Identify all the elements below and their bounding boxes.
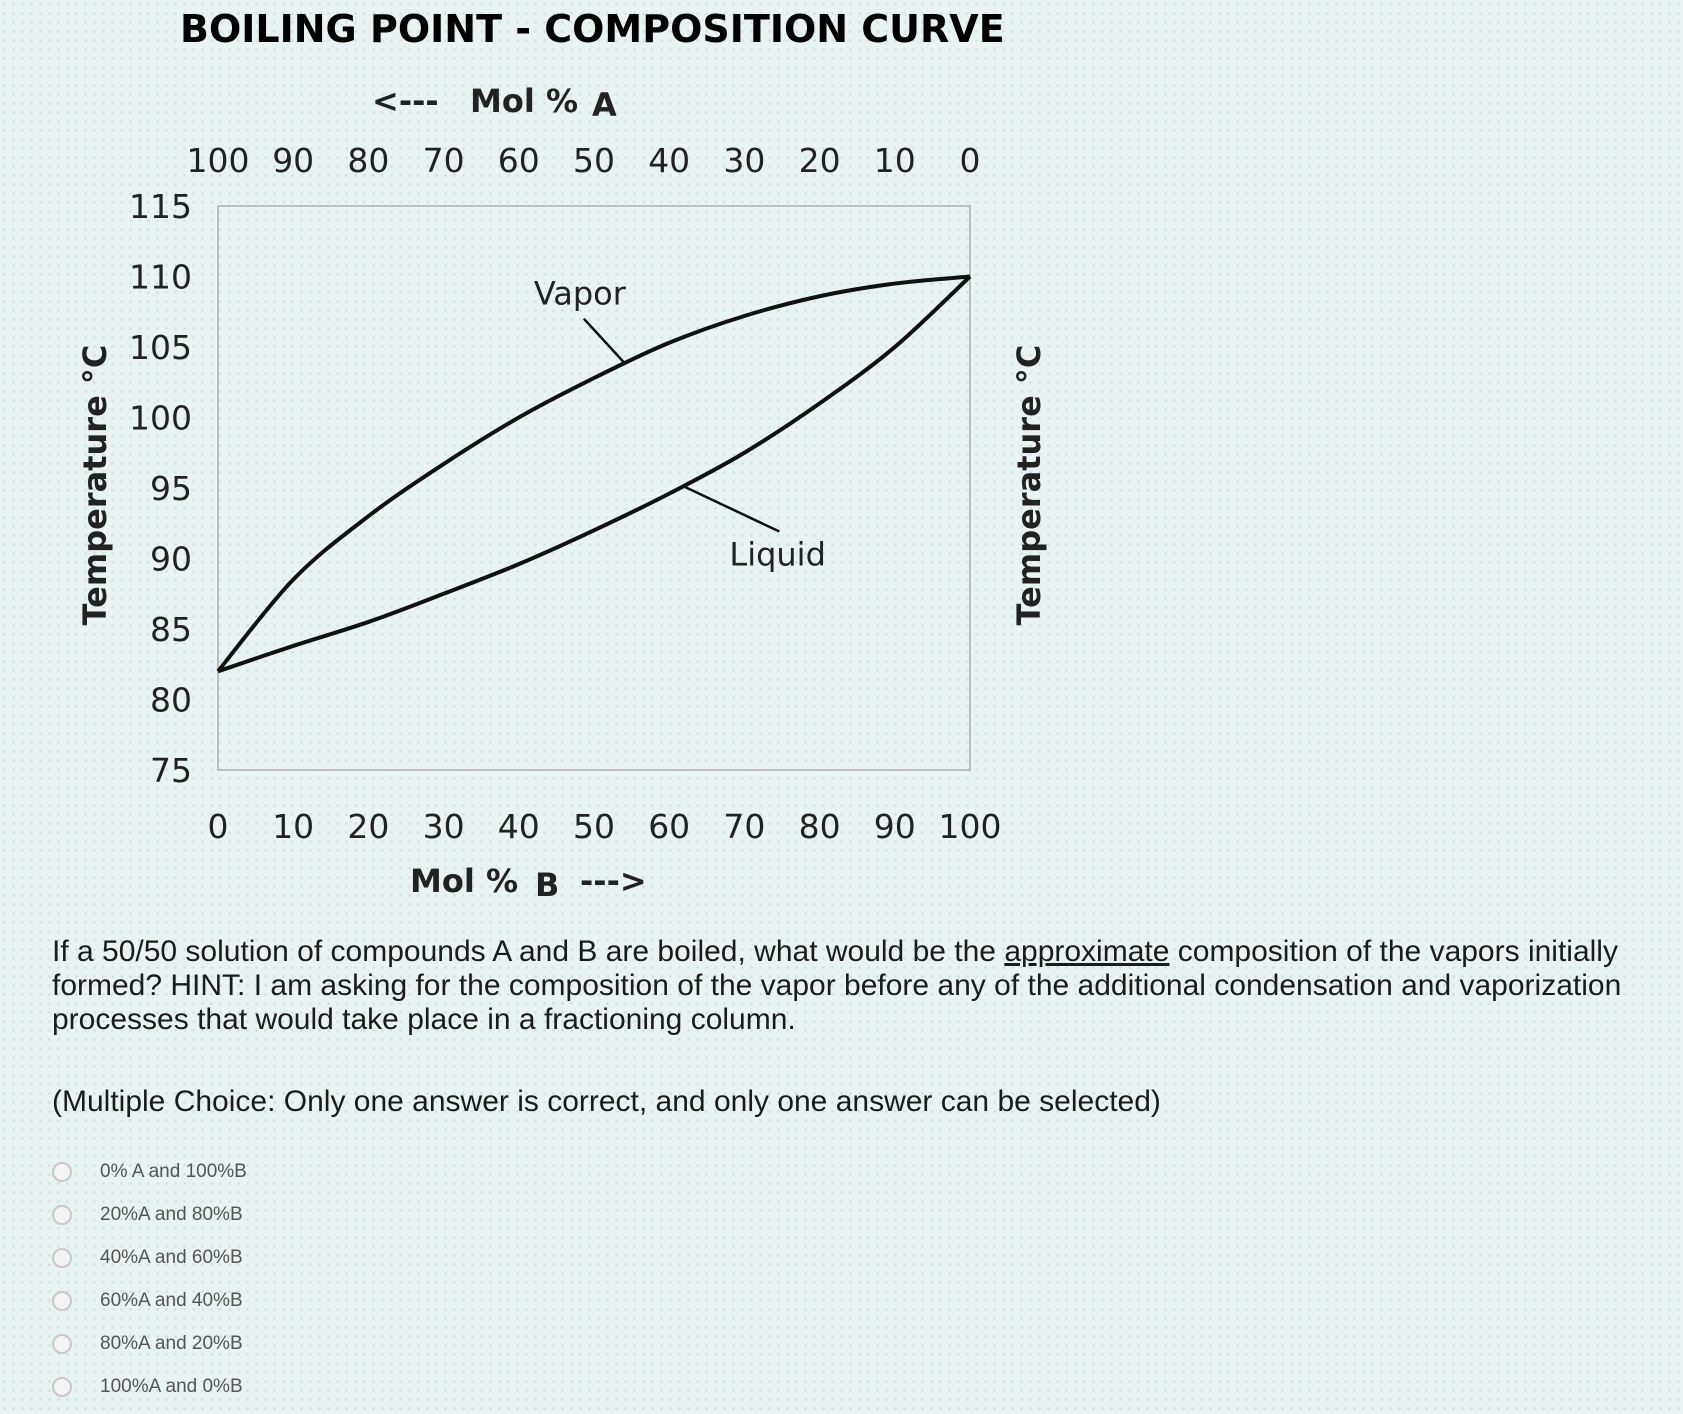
y-tick-label: 110 [129,257,192,297]
y-tick-label: 105 [129,328,192,367]
y-tick-label: 90 [150,539,192,579]
annotation-label-liquid: Liquid [729,535,826,574]
annotation-leader-vapor [584,319,624,363]
chart-title: BOILING POINT - COMPOSITION CURVE [180,7,1005,51]
answer-option-4[interactable] [52,1279,247,1322]
question-part1: If a 50/50 solution of compounds A and B are boiled, what would be the [52,935,1005,968]
y-axis-title-right: Temperature °C [1010,344,1048,626]
x-tick-label-top: 50 [573,141,615,180]
annotation-leader-liquid [684,487,779,532]
radio-button[interactable] [52,1291,72,1311]
top-tick-labels [187,141,981,180]
x-tick-label-bottom: 50 [573,807,615,846]
radio-button[interactable] [52,1205,72,1225]
answer-option-5[interactable] [52,1322,247,1365]
bottom-axis-title-letter: B [535,866,560,904]
x-tick-label-bottom: 90 [873,807,916,846]
x-tick-label-top: 60 [497,141,540,180]
x-tick-label-bottom: 70 [723,807,766,846]
answer-option-label: 40%A and 60%B [100,1246,243,1268]
top-axis-title-letter: A [592,86,617,124]
series-layer [218,274,970,672]
y-tick-label: 75 [150,751,192,790]
x-tick-label-bottom: 30 [422,807,465,846]
y-tick-labels [129,187,192,790]
y-tick-label: 85 [150,610,192,649]
x-tick-label-bottom: 0 [207,807,229,846]
x-tick-label-bottom: 40 [497,807,540,846]
x-tick-label-bottom: 100 [938,807,1002,846]
question-underlined: approximate [1004,935,1170,968]
answer-option-2[interactable] [52,1193,247,1236]
x-tick-label-bottom: 10 [272,807,315,846]
answer-option-label: 80%A and 20%B [100,1332,243,1354]
x-tick-label-bottom: 20 [347,807,390,846]
answer-option-1[interactable] [52,1150,247,1193]
bottom-axis-title-suffix: ---> [580,862,647,900]
answer-option-6[interactable] [52,1365,247,1408]
y-tick-label: 100 [129,398,192,438]
x-tick-label-top: 90 [272,141,315,180]
x-tick-label-top: 80 [347,141,390,180]
answer-option-label: 20%A and 80%B [100,1203,243,1225]
answer-option-label: 100%A and 0%B [100,1375,243,1397]
bottom-tick-labels [208,807,1002,846]
top-axis-title-main: Mol % [470,82,578,120]
answer-option-label: 0% A and 100%B [100,1160,247,1182]
bottom-axis-title-main: Mol % [410,862,518,900]
x-tick-label-top: 40 [648,141,691,180]
annotation-layer [534,275,826,574]
x-tick-label-top: 10 [873,141,916,180]
question-text [52,935,1642,1037]
series-line-liquid [218,274,970,672]
x-tick-label-top: 100 [186,141,250,180]
x-tick-label-bottom: 80 [798,807,841,846]
y-axis-title-left: Temperature °C [76,344,114,626]
question-instruction: (Multiple Choice: Only one answer is correct, and only one answer can be selected) [52,1085,1161,1118]
radio-button[interactable] [52,1248,72,1268]
answer-options [52,1150,247,1408]
x-tick-label-top: 70 [422,141,465,180]
top-axis-title [372,82,617,124]
x-tick-label-top: 0 [959,141,981,180]
radio-button[interactable] [52,1162,72,1182]
radio-button[interactable] [52,1334,72,1354]
answer-option-3[interactable] [52,1236,247,1279]
annotation-label-vapor: Vapor [533,274,626,313]
bottom-axis-title [410,862,647,904]
x-tick-label-top: 20 [798,141,841,180]
x-tick-label-top: 30 [723,141,766,180]
radio-button[interactable] [52,1377,72,1397]
y-tick-label: 95 [150,469,192,508]
top-axis-title-prefix: <--- [372,82,439,120]
question-part2: composition of the vapors initially formed? HINT: I am asking for the composition of the vapor before any of the additional condensation and vaporization processes that would take place in a fractioning column. [52,935,1622,1036]
answer-option-label: 60%A and 40%B [100,1289,243,1311]
y-tick-label: 80 [150,680,192,720]
y-tick-label: 115 [129,187,192,226]
x-tick-label-bottom: 60 [648,807,691,846]
series-line-vapor [218,274,970,672]
